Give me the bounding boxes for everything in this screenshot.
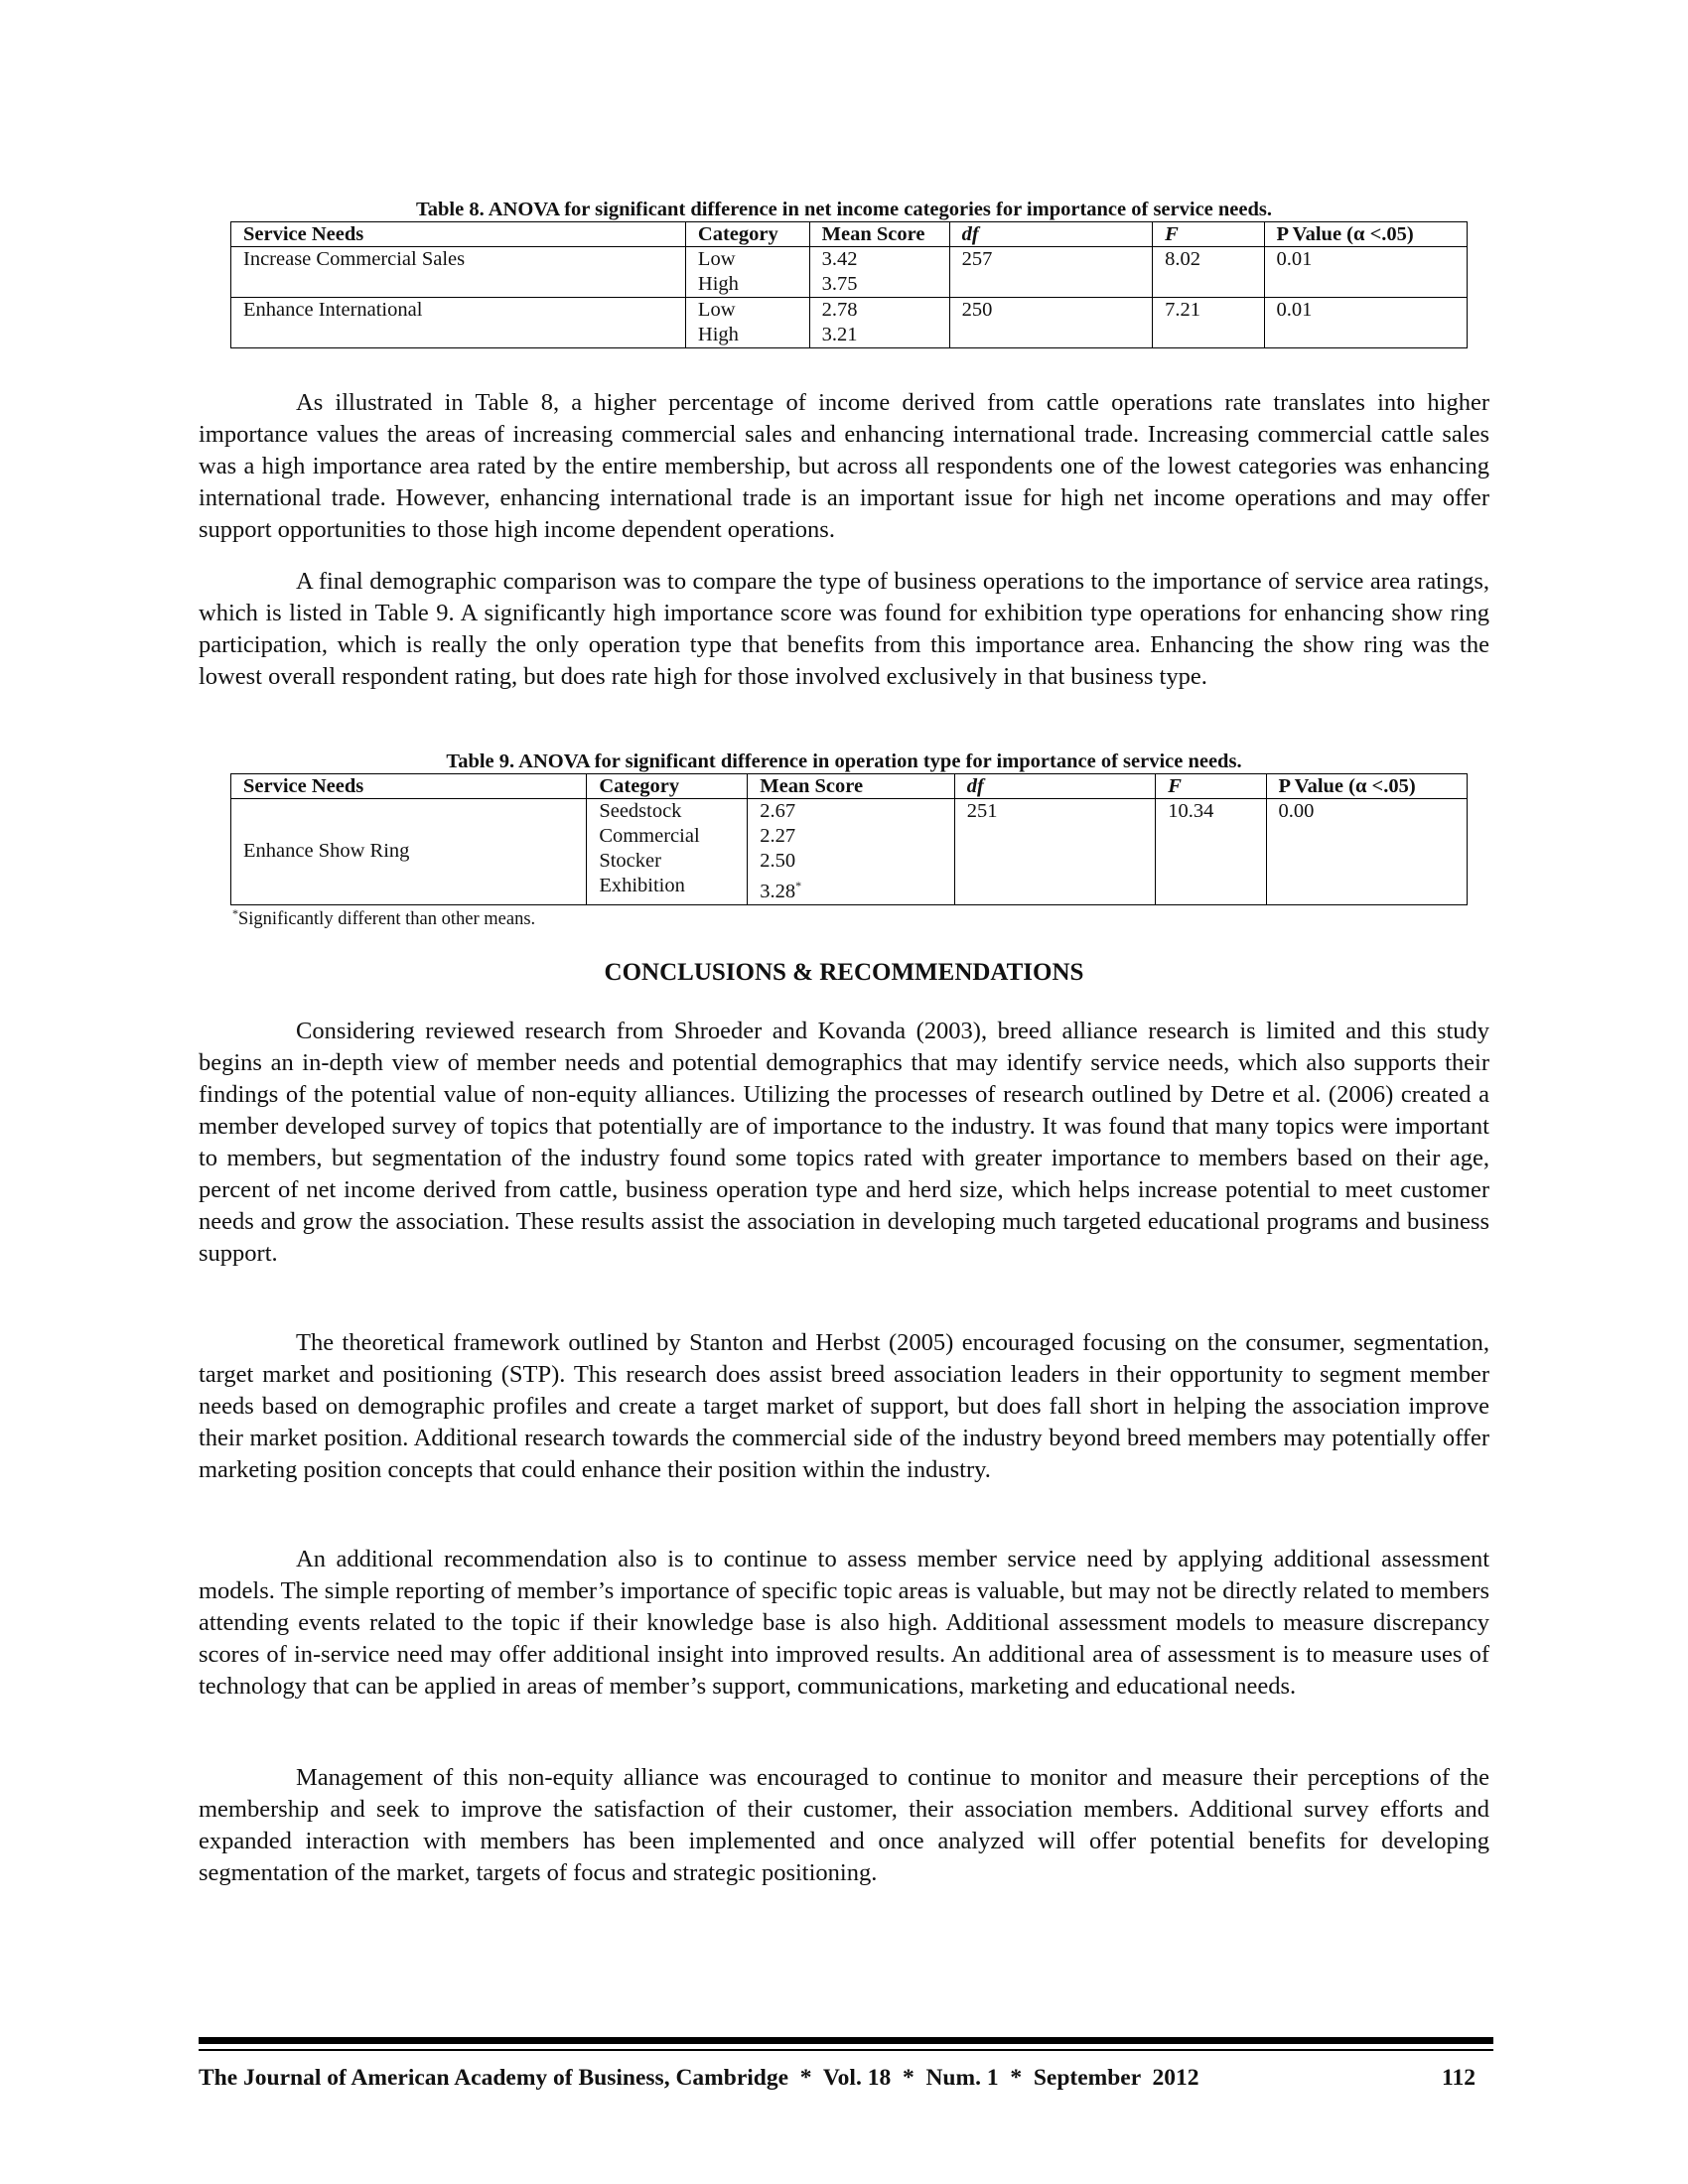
header-df: df — [954, 774, 1155, 799]
header-mean-score: Mean Score — [748, 774, 955, 799]
service-need-cell: Enhance International — [231, 298, 686, 348]
body-paragraph: Considering reviewed research from Shroeder and Kovanda (2003), breed alliance research is limited and this study begins an in-depth view of member needs and potential demographics that may identify service needs, which also supports their findings of the potential value of non-equity alliances. Utilizing the processes of research outlined by Detre et al. (2006) created a member developed survey of topics that potentially are of importance to the industry. It was found that many topics were important to members, but segmentation of the industry found some topics rated with greater importance to members based on their age, percent of net income derived from cattle, business operation type and herd size, which helps increase potential to meet customer needs and grow the association. These results assist the association in developing much targeted educational programs and business support. — [199, 1018, 1489, 1267]
category-cell: Low High — [685, 247, 809, 298]
service-need-cell: Enhance Show Ring — [231, 799, 587, 905]
page-number: 112 — [1442, 2065, 1476, 2091]
category-cell: Low High — [685, 298, 809, 348]
header-service-needs: Service Needs — [231, 222, 686, 247]
body-paragraph: Management of this non-equity alliance was encouraged to continue to monitor and measure their perceptions of the membership and seek to improve the satisfaction of their customer, their association members. Additional survey efforts and expanded interaction with members has been implemented and once analyzed will offer potential benefits for developing segmentation of the market, targets of focus and strategic positioning. — [199, 1764, 1489, 1886]
body-paragraph: A final demographic comparison was to compare the type of business operations to the importance of service area ratings, which is listed in Table 9. A significantly high importance score was found for exhibition type operations for enhancing show ring participation, which is really the only operation type that benefits from this importance area. Enhancing the show ring was the lowest overall respondent rating, but does rate high for those involved exclusively in that business type. — [199, 568, 1489, 690]
service-need-cell: Increase Commercial Sales — [231, 247, 686, 298]
category-cell: Seedstock Commercial Stocker Exhibition — [587, 799, 748, 905]
f-cell: 7.21 — [1153, 298, 1264, 348]
table-header-row — [231, 222, 1468, 247]
header-p-value: P Value (α <.05) — [1264, 222, 1467, 247]
header-df: df — [949, 222, 1152, 247]
footer-rule-thin — [199, 2049, 1493, 2051]
f-cell: 10.34 — [1156, 799, 1266, 905]
footer — [199, 2065, 1493, 2092]
p-value-cell: 0.00 — [1266, 799, 1467, 905]
table-8-caption: Table 8. ANOVA for significant difference in net income categories for importance of service needs. — [415, 199, 1272, 220]
table-row — [231, 247, 1468, 298]
body-paragraph: The theoretical framework outlined by Stanton and Herbst (2005) encouraged focusing on the consumer, segmentation, target market and positioning (STP). This research does assist breed association leaders in their opportunity to segment member needs based on demographic profiles and create a target market of support, but does fall short in helping the association improve their market position. Additional research towards the commercial side of the industry beyond breed members may potentially offer marketing position concepts that could enhance their position within the industry. — [199, 1329, 1489, 1483]
table-header-row — [231, 774, 1468, 799]
footer-rule-thick — [199, 2037, 1493, 2044]
significance-marker: * — [795, 879, 802, 892]
header-p-value: P Value (α <.05) — [1266, 774, 1467, 799]
table-row — [231, 298, 1468, 348]
section-heading: CONCLUSIONS & RECOMMENDATIONS — [604, 959, 1084, 986]
mean-score-cell: 2.78 3.21 — [809, 298, 949, 348]
p-value-cell: 0.01 — [1264, 298, 1467, 348]
header-service-needs: Service Needs — [231, 774, 587, 799]
header-f: F — [1156, 774, 1266, 799]
header-category: Category — [587, 774, 748, 799]
journal-citation: The Journal of American Academy of Business, Cambridge * Vol. 18 * Num. 1 * September 2012 — [199, 2065, 1199, 2091]
header-mean-score: Mean Score — [809, 222, 949, 247]
body-paragraph: As illustrated in Table 8, a higher percentage of income derived from cattle operations rate translates into higher importance values the areas of increasing commercial sales and enhancing international trade. Increasing commercial cattle sales was a high importance area rated by the entire membership, but across all respondents one of the lowest categories was enhancing international trade. However, enhancing international trade is an important issue for high net income operations and may offer support opportunities to those high income dependent operations. — [199, 389, 1489, 543]
table-9 — [230, 773, 1468, 905]
table-row — [231, 799, 1468, 905]
mean-score-cell: 2.67 2.27 2.50 3.28* — [748, 799, 955, 905]
df-cell: 251 — [954, 799, 1155, 905]
f-cell: 8.02 — [1153, 247, 1264, 298]
mean-score-cell: 3.42 3.75 — [809, 247, 949, 298]
table-9-caption: Table 9. ANOVA for significant difference in operation type for importance of service needs. — [446, 751, 1242, 772]
p-value-cell: 0.01 — [1264, 247, 1467, 298]
table-8 — [230, 221, 1468, 348]
header-category: Category — [685, 222, 809, 247]
body-paragraph: An additional recommendation also is to continue to assess member service need by applying additional assessment models. The simple reporting of member’s importance of specific topic areas is valuable, but may not be directly related to members attending events related to the topic if their knowledge base is also high. Additional assessment models to measure discrepancy scores of in-service need may offer additional insight into improved results. An additional area of assessment is to measure uses of technology that can be applied in areas of member’s support, communications, marketing and educational needs. — [199, 1546, 1489, 1700]
header-f: F — [1153, 222, 1264, 247]
table-9-footnote: *Significantly different than other means. — [232, 906, 536, 930]
df-cell: 250 — [949, 298, 1152, 348]
df-cell: 257 — [949, 247, 1152, 298]
